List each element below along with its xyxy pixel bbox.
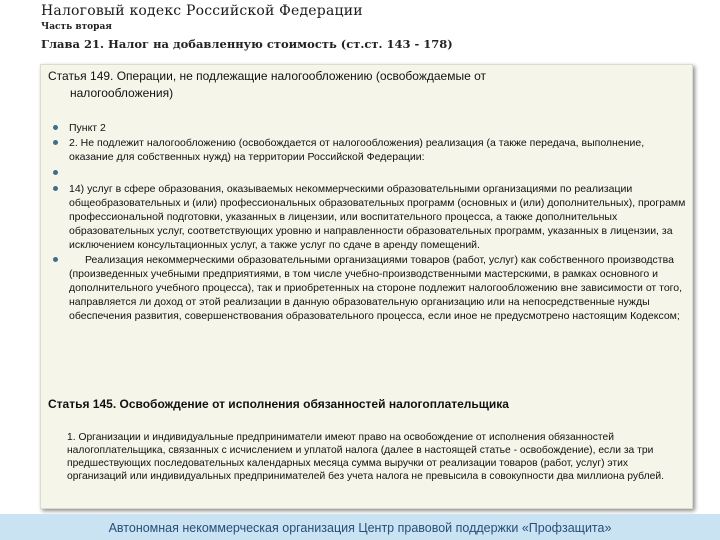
document-title: Налоговый кодекс Российской Федерации — [41, 3, 363, 19]
bullet-icon — [53, 170, 58, 175]
article-149-list — [47, 121, 687, 323]
footer-bar — [0, 514, 720, 540]
list-item — [47, 121, 687, 135]
list-item-text: 2. Не подлежит налогообложению (освобождается от налогообложения) реализация (а также передача, выполнение, оказание для собственных нужд) на территории Российской Федерации: — [69, 137, 645, 163]
document-part: Часть вторая — [41, 22, 112, 32]
list-item-text: 14) услуг в сфере образования, оказываемых некоммерческими образовательными организациями по реализации общеобразовательных и (или) профессиональных образовательных программ (основных и (или) дополнительных), программ профессиональной подготовки, указанных в лицензии, или воспитательного процесса, а также дополнительных образовательных услуг, соответствующих уровню и направленности образовательных программ, указанных в лицензии, за исключением консультационных услуг, а также услуг по сдаче в аренду помещений. — [69, 183, 686, 251]
list-item-text: Пункт 2 — [69, 122, 106, 134]
bullet-icon — [53, 140, 58, 145]
chapter-title: Глава 21. Налог на добавленную стоимость (ст.ст. 143 - 178) — [41, 37, 453, 51]
list-item-text: Реализация некоммерческими образовательными организациями товаров (работ, услуг) как собственного производства (произведенных учебными предприятиями, в том числе учебно-производственными мастерскими, в рамках основного и дополнительного учебного процесса), так и приобретенных на стороне подлежит налогообложению вне зависимости от того, направляется ли доход от этой реализации в данную образовательную организацию или на непосредственные нужды обеспечения развития, совершенствования образовательного процесса, если иное не предусмотрено настоящим Кодексом; — [69, 254, 683, 322]
bullet-icon — [53, 125, 58, 130]
article-145-title: Статья 145. Освобождение от исполнения обязанностей налогоплательщика — [48, 397, 509, 411]
list-item — [47, 182, 687, 252]
article-149-title-line1: Статья 149. Операции, не подлежащие налогообложению (освобождаемые от — [48, 69, 486, 83]
bullet-icon — [53, 257, 58, 262]
article-149-title-line2: налогообложения) — [70, 86, 174, 100]
footer-text: Автономная некоммерческая организация Центр правовой поддержки «Профзащита» — [108, 521, 612, 535]
article-145-text: 1. Организации и индивидуальные предприниматели имеют право на освобождение от исполнения обязанностей налогоплательщика, связанных с исчислением и уплатой налога (далее в настоящей статье - освобождение), если за три предшествующих последовательных календарных месяца сумма выручки от реализации товаров (работ, услуг) этих организаций или индивидуальных предпринимателей без учета налога не превысила в совокупности два миллиона рублей. — [67, 432, 664, 482]
list-item — [47, 253, 687, 323]
list-item — [47, 166, 687, 180]
content-panel — [40, 64, 693, 509]
article-149-title — [48, 68, 648, 102]
slide-header — [0, 0, 720, 64]
list-item — [47, 136, 687, 164]
bullet-icon — [53, 186, 58, 191]
